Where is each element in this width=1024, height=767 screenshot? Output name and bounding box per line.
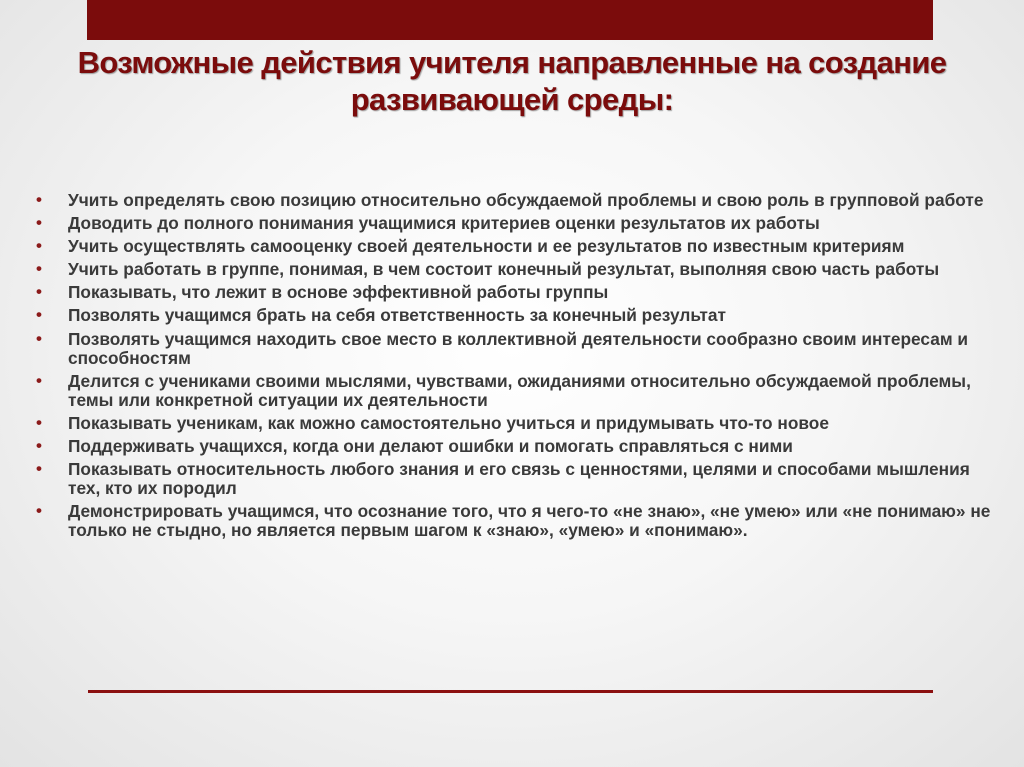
slide-title-line-2: развивающей среды: xyxy=(350,82,674,117)
bullet-text: Позволять учащимся брать на себя ответственность за конечный результат xyxy=(68,305,726,326)
bullet-dot-icon: • xyxy=(36,412,42,432)
bullet-item xyxy=(36,330,996,368)
slide-title-line-1: Возможные действия учителя направленные на создание xyxy=(77,45,947,80)
bullet-dot-icon: • xyxy=(36,190,42,209)
bullet-item xyxy=(36,414,996,433)
bullet-text: Показывать относительность любого знания и его связь с ценностями, целями и способами мышления тех, кто их породил xyxy=(68,458,970,498)
bullet-text: Доводить до полного понимания учащимися критериев оценки результатов их работы xyxy=(68,213,820,234)
bullet-dot-icon: • xyxy=(36,259,42,279)
bullet-dot-icon: • xyxy=(36,435,42,455)
bullet-dot-icon: • xyxy=(36,370,42,390)
bullet-item xyxy=(36,237,996,256)
bullet-text: Учить осуществлять самооценку своей деятельности и ее результатов по известным критериям xyxy=(68,236,905,257)
bullet-dot-icon: • xyxy=(36,328,42,348)
slide-title xyxy=(60,44,964,118)
bullet-item xyxy=(36,437,996,456)
bullet-text: Позволять учащимся находить свое место в коллективной деятельности сообразно своим интересам и способностям xyxy=(68,328,969,368)
bullet-item xyxy=(36,460,996,498)
bullet-list xyxy=(36,191,996,544)
bullet-text: Поддерживать учащихся, когда они делают ошибки и помогать справляться с ними xyxy=(68,435,793,456)
bullet-dot-icon: • xyxy=(36,282,42,302)
bullet-item xyxy=(36,502,996,540)
bullet-item xyxy=(36,260,996,279)
bottom-divider xyxy=(88,690,933,693)
bullet-text: Учить работать в группе, понимая, в чем состоит конечный результат, выполняя свою часть работы xyxy=(68,259,940,280)
bullet-item xyxy=(36,283,996,302)
bullet-item xyxy=(36,214,996,233)
bullet-dot-icon: • xyxy=(36,305,42,325)
bullet-item xyxy=(36,191,996,210)
bullet-text: Показывать ученикам, как можно самостоятельно учиться и придумывать что-то новое xyxy=(68,412,829,433)
bullet-dot-icon: • xyxy=(36,213,42,233)
bullet-text: Показывать, что лежит в основе эффективной работы группы xyxy=(68,282,609,303)
bullet-item xyxy=(36,306,996,325)
bullet-dot-icon: • xyxy=(36,458,42,478)
bullet-dot-icon: • xyxy=(36,236,42,256)
bullet-text: Демонстрировать учащимся, что осознание того, что я чего-то «не знаю», «не умею» или «не понимаю» не только не стыдно, но является первым шагом к «знаю», «умею» и «понимаю». xyxy=(68,501,991,541)
bullet-dot-icon: • xyxy=(36,501,42,521)
bullet-text: Учить определять свою позицию относительно обсуждаемой проблемы и свою роль в групповой работе xyxy=(68,190,984,210)
bullet-item xyxy=(36,372,996,410)
top-accent-bar xyxy=(87,0,933,40)
bullet-text: Делится с учениками своими мыслями, чувствами, ожиданиями относительно обсуждаемой проблемы, темы или конкретной ситуации их деятельности xyxy=(68,370,971,410)
